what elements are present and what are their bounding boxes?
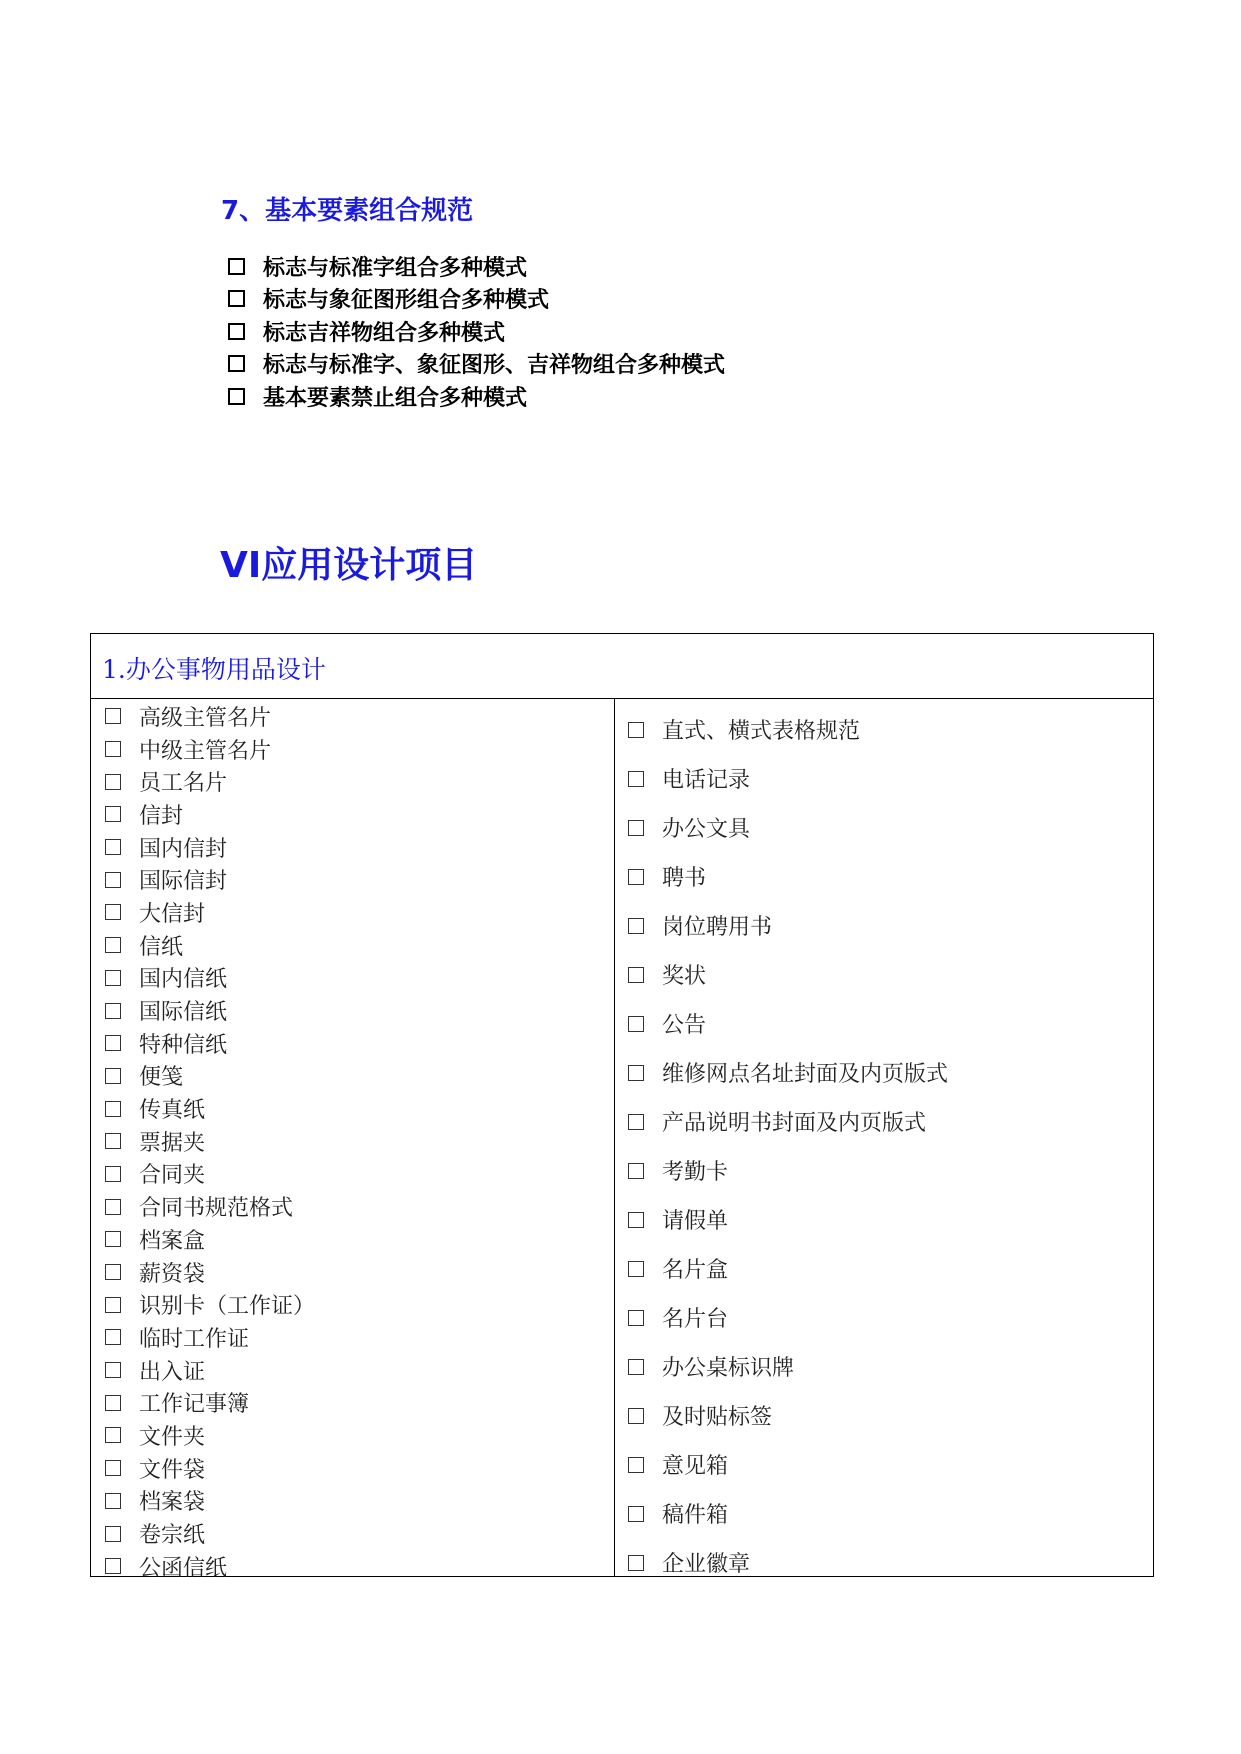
checkbox[interactable] bbox=[628, 1114, 644, 1130]
table-item-label: 国际信封 bbox=[139, 869, 228, 895]
table-item-label: 名片盒 bbox=[662, 1258, 729, 1283]
combination-item bbox=[228, 250, 725, 283]
table-item-label: 维修网点名址封面及内页版式 bbox=[662, 1062, 949, 1087]
checkbox[interactable] bbox=[105, 1526, 121, 1542]
checkbox[interactable] bbox=[105, 1035, 121, 1051]
checkbox[interactable] bbox=[105, 937, 121, 953]
checkbox[interactable] bbox=[105, 1558, 121, 1574]
table-header-label: 1.办公事物用品设计 bbox=[102, 655, 326, 684]
checkbox[interactable] bbox=[105, 806, 121, 822]
checkbox[interactable] bbox=[628, 1506, 644, 1522]
checkbox[interactable] bbox=[105, 1101, 121, 1117]
checkbox[interactable] bbox=[628, 1065, 644, 1081]
table-item bbox=[628, 1048, 948, 1097]
checkbox[interactable] bbox=[228, 258, 245, 275]
table-item bbox=[105, 1485, 315, 1518]
section-7-heading: 7、基本要素组合规范 bbox=[221, 196, 474, 226]
table-item-label: 员工名片 bbox=[139, 771, 228, 797]
checkbox[interactable] bbox=[628, 1016, 644, 1032]
table-item bbox=[105, 1092, 315, 1125]
checkbox[interactable] bbox=[628, 820, 644, 836]
table-item-label: 聘书 bbox=[662, 866, 707, 891]
combination-item bbox=[228, 315, 725, 348]
checkbox[interactable] bbox=[628, 1457, 644, 1473]
table-item bbox=[105, 1321, 315, 1354]
checkbox[interactable] bbox=[228, 290, 245, 307]
combination-item bbox=[228, 380, 725, 413]
checkbox[interactable] bbox=[628, 869, 644, 885]
table-item-label: 信纸 bbox=[139, 934, 184, 960]
table-item bbox=[105, 1125, 315, 1158]
checkbox[interactable] bbox=[628, 1310, 644, 1326]
checkbox[interactable] bbox=[628, 1261, 644, 1277]
table-item-label: 卷宗纸 bbox=[139, 1523, 206, 1549]
table-item bbox=[105, 765, 315, 798]
checkbox[interactable] bbox=[628, 722, 644, 738]
table-item bbox=[628, 705, 948, 754]
table-item-label: 薪资袋 bbox=[139, 1261, 206, 1287]
checkbox[interactable] bbox=[105, 708, 121, 724]
checkbox[interactable] bbox=[105, 1199, 121, 1215]
table-item-label: 及时贴标签 bbox=[662, 1405, 773, 1430]
table-item bbox=[105, 994, 315, 1027]
table-item-label: 奖状 bbox=[662, 964, 707, 989]
checkbox[interactable] bbox=[105, 1395, 121, 1411]
checkbox[interactable] bbox=[228, 323, 245, 340]
table-item-label: 意见箱 bbox=[662, 1454, 729, 1479]
right-item-column bbox=[628, 705, 948, 1587]
checkbox[interactable] bbox=[628, 771, 644, 787]
table-item bbox=[628, 1538, 948, 1587]
table-item-label: 票据夹 bbox=[139, 1130, 206, 1156]
checkbox[interactable] bbox=[105, 872, 121, 888]
table-item-label: 电话记录 bbox=[662, 768, 751, 793]
checkbox[interactable] bbox=[228, 388, 245, 405]
table-item bbox=[628, 1293, 948, 1342]
table-header bbox=[91, 634, 1153, 699]
table-item bbox=[628, 999, 948, 1048]
table-item-label: 办公桌标识牌 bbox=[662, 1356, 795, 1381]
checkbox[interactable] bbox=[628, 1163, 644, 1179]
table-item-label: 公告 bbox=[662, 1013, 707, 1038]
table-item bbox=[105, 1060, 315, 1093]
table-item-label: 产品说明书封面及内页版式 bbox=[662, 1111, 927, 1136]
table-item-label: 便笺 bbox=[139, 1065, 184, 1091]
table-item-label: 合同夹 bbox=[139, 1163, 206, 1189]
table-item bbox=[628, 1391, 948, 1440]
table-item-label: 大信封 bbox=[139, 901, 206, 927]
table-item bbox=[105, 700, 315, 733]
table-item bbox=[628, 1244, 948, 1293]
table-item bbox=[105, 1386, 315, 1419]
table-item bbox=[628, 950, 948, 999]
table-item-label: 办公文具 bbox=[662, 817, 751, 842]
table-item bbox=[105, 1354, 315, 1387]
checkbox[interactable] bbox=[105, 1362, 121, 1378]
table-item-label: 国际信纸 bbox=[139, 1000, 228, 1026]
table-item bbox=[628, 1097, 948, 1146]
checkbox[interactable] bbox=[628, 1212, 644, 1228]
table-item bbox=[105, 1256, 315, 1289]
table-item-label: 公函信纸 bbox=[139, 1555, 228, 1581]
checkbox[interactable] bbox=[105, 741, 121, 757]
table-item-label: 合同书规范格式 bbox=[139, 1196, 294, 1222]
table-item bbox=[105, 798, 315, 831]
checkbox[interactable] bbox=[105, 970, 121, 986]
checkbox[interactable] bbox=[105, 1068, 121, 1084]
table-item bbox=[105, 1027, 315, 1060]
left-item-column bbox=[105, 700, 315, 1583]
combination-item-label: 标志与标准字、象征图形、吉祥物组合多种模式 bbox=[263, 353, 726, 379]
checkbox[interactable] bbox=[105, 1329, 121, 1345]
combination-item bbox=[228, 348, 725, 381]
table-item bbox=[105, 1190, 315, 1223]
table-item-label: 高级主管名片 bbox=[139, 705, 272, 731]
table-item bbox=[105, 962, 315, 995]
table-item bbox=[105, 1223, 315, 1256]
table-item-label: 识别卡（工作证） bbox=[139, 1294, 316, 1320]
table-item bbox=[105, 896, 315, 929]
vi-application-title: VI应用设计项目 bbox=[220, 545, 478, 586]
combination-item-label: 基本要素禁止组合多种模式 bbox=[263, 385, 528, 411]
checkbox[interactable] bbox=[105, 1133, 121, 1149]
checkbox[interactable] bbox=[105, 839, 121, 855]
table-item bbox=[105, 733, 315, 766]
checkbox[interactable] bbox=[628, 1555, 644, 1571]
table-item-label: 中级主管名片 bbox=[139, 738, 272, 764]
combination-item-label: 标志与标准字组合多种模式 bbox=[263, 255, 528, 281]
combination-list bbox=[228, 250, 725, 413]
checkbox[interactable] bbox=[105, 1493, 121, 1509]
table-item-label: 文件袋 bbox=[139, 1457, 206, 1483]
table-item-label: 档案盒 bbox=[139, 1228, 206, 1254]
table-item bbox=[105, 1452, 315, 1485]
table-item bbox=[105, 1517, 315, 1550]
table-item-label: 档案袋 bbox=[139, 1490, 206, 1516]
table-item-label: 国内信封 bbox=[139, 836, 228, 862]
table-item-label: 临时工作证 bbox=[139, 1326, 250, 1352]
table-item-label: 岗位聘用书 bbox=[662, 915, 773, 940]
checkbox[interactable] bbox=[105, 904, 121, 920]
table-item-label: 信封 bbox=[139, 803, 184, 829]
table-item bbox=[105, 863, 315, 896]
table-item-label: 工作记事簿 bbox=[139, 1392, 250, 1418]
office-supplies-table bbox=[90, 633, 1154, 1581]
table-item bbox=[628, 901, 948, 950]
table-item-label: 国内信纸 bbox=[139, 967, 228, 993]
checkbox[interactable] bbox=[105, 1264, 121, 1280]
table-item-label: 考勤卡 bbox=[662, 1160, 729, 1185]
checkbox[interactable] bbox=[105, 1003, 121, 1019]
table-item-label: 名片台 bbox=[662, 1307, 729, 1332]
table-item-label: 出入证 bbox=[139, 1359, 206, 1385]
checkbox[interactable] bbox=[628, 967, 644, 983]
table-item-label: 特种信纸 bbox=[139, 1032, 228, 1058]
table-item bbox=[105, 1158, 315, 1191]
table-item bbox=[628, 754, 948, 803]
checkbox[interactable] bbox=[105, 1297, 121, 1313]
table-item-label: 传真纸 bbox=[139, 1098, 206, 1124]
checkbox[interactable] bbox=[105, 1231, 121, 1247]
combination-item bbox=[228, 283, 725, 316]
table-item-label: 企业徽章 bbox=[662, 1552, 751, 1577]
checkbox[interactable] bbox=[105, 774, 121, 790]
table-item bbox=[105, 929, 315, 962]
table-item bbox=[628, 1440, 948, 1489]
table-item bbox=[628, 803, 948, 852]
table-item-label: 文件夹 bbox=[139, 1424, 206, 1450]
checkbox[interactable] bbox=[228, 355, 245, 372]
combination-item-label: 标志吉祥物组合多种模式 bbox=[263, 320, 506, 346]
table-item bbox=[105, 1550, 315, 1583]
column-divider bbox=[614, 699, 615, 1576]
table-item bbox=[628, 1342, 948, 1391]
checkbox[interactable] bbox=[628, 1408, 644, 1424]
table-item bbox=[628, 1195, 948, 1244]
checkbox[interactable] bbox=[628, 1359, 644, 1375]
checkbox[interactable] bbox=[105, 1166, 121, 1182]
combination-item-label: 标志与象征图形组合多种模式 bbox=[263, 288, 550, 314]
checkbox[interactable] bbox=[105, 1427, 121, 1443]
table-item bbox=[628, 852, 948, 901]
checkbox[interactable] bbox=[628, 918, 644, 934]
table-item-label: 直式、横式表格规范 bbox=[662, 719, 861, 744]
table-item bbox=[105, 1288, 315, 1321]
table-item bbox=[628, 1146, 948, 1195]
table-item-label: 稿件箱 bbox=[662, 1503, 729, 1528]
table-item bbox=[105, 831, 315, 864]
table-item-label: 请假单 bbox=[662, 1209, 729, 1234]
table-item bbox=[628, 1489, 948, 1538]
checkbox[interactable] bbox=[105, 1460, 121, 1476]
table-item bbox=[105, 1419, 315, 1452]
